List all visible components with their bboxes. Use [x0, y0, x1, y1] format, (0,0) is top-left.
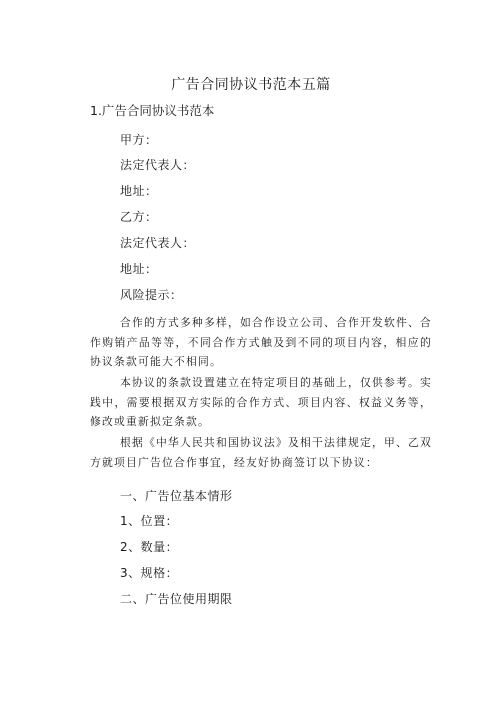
clause-1-specification: 3、规格：: [120, 566, 179, 580]
risk-tip-label: 风险提示：: [120, 288, 183, 302]
clause-1-quantity: 2、数量：: [120, 540, 179, 554]
clause-1-location: 1、位置：: [120, 514, 179, 528]
party-a-label: 甲方：: [120, 133, 158, 147]
paragraph-reference-note: 本协议的条款设置建立在特定项目的基础上，仅供参考。实践中，需要根据双方实际的合作方式、项目内容、权益义务等，修改或重新拟定条款。: [90, 376, 432, 428]
clause-1-heading: 一、广告位基本情形: [120, 489, 233, 503]
paragraph-legal-basis: 根据《中华人民共和国协议法》及相干法律规定，甲、乙双方就项目广告位合作事宜，经友好协商签订以下协议：: [90, 436, 432, 469]
paragraph-cooperation-methods: 合作的方式多种多样，如合作设立公司、合作开发软件、合作购销产品等等，不同合作方式触及到不同的项目内容，相应的协议条款可能大不相同。: [90, 316, 432, 368]
address-b-label: 地址：: [120, 262, 158, 276]
representative-b-label: 法定代表人：: [120, 236, 196, 250]
party-b-label: 乙方：: [120, 210, 158, 224]
document-title: 广告合同协议书范本五篇: [171, 77, 331, 93]
representative-a-label: 法定代表人：: [120, 158, 196, 172]
address-a-label: 地址：: [120, 184, 158, 198]
clause-2-heading: 二、广告位使用期限: [120, 592, 233, 606]
section-heading: 1.广告合同协议书范本: [90, 103, 215, 118]
